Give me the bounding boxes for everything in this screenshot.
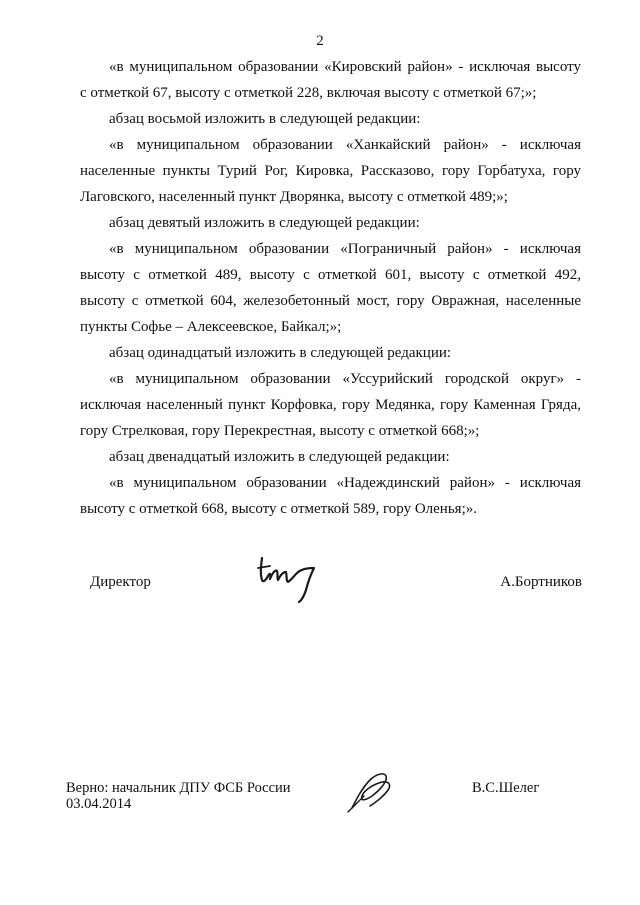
text-line: «в муниципальном образовании «Надеждинский район» - исключая [109,475,581,491]
paragraph [80,340,581,366]
paragraph [80,106,581,132]
signatory-name: А.Бортников [500,574,582,590]
verification-block [66,780,291,812]
text-line: абзац девятый изложить в следующей редакции: [109,215,420,231]
text-line: «в муниципальном образовании «Пограничный район» - исключая [109,241,581,257]
verification-date: 03.04.2014 [66,796,132,812]
verifier-name: В.С.Шелег [472,780,540,796]
text-line: с отметкой 67, высоту с отметкой 228, включая высоту с отметкой 67;»; [80,85,537,101]
text-line: гору Стрелковая, гору Перекрестная, высоту с отметкой 668;»; [80,423,480,439]
paragraph [80,54,581,106]
paragraph [80,366,581,444]
text-line: высоту с отметкой 668, высоту с отметкой 589, гору Оленья;». [80,501,477,517]
text-line: высоту с отметкой 489, высоту с отметкой 601, высоту с отметкой 492, [80,267,581,283]
text-line: абзац восьмой изложить в следующей редакции: [109,111,421,127]
text-line: «в муниципальном образовании «Ханкайский район» - исключая [109,137,581,153]
document-body [80,54,581,522]
paragraph [80,210,581,236]
text-line: Лаговского, населенный пункт Дворянка, высоту с отметкой 489;»; [80,189,508,205]
verifier-signature-icon [346,766,402,816]
page-number: 2 [316,33,324,49]
paragraph [80,132,581,210]
text-line: высоту с отметкой 604, железобетонный мост, гору Овражная, населенные [80,293,581,309]
signatory-title: Директор [90,574,151,590]
paragraph [80,444,581,470]
director-signature-icon [256,552,326,612]
text-line: «в муниципальном образовании «Кировский район» - исключая высоту [109,59,581,75]
text-line: абзац одинадцатый изложить в следующей редакции: [109,345,452,361]
paragraph [80,236,581,340]
paragraph [80,470,581,522]
text-line: «в муниципальном образовании «Уссурийский городской округ» - [109,371,581,387]
verification-line: Верно: начальник ДПУ ФСБ России [66,780,291,796]
text-line: исключая населенный пункт Корфовка, гору Медянка, гору Каменная Гряда, [80,397,581,413]
text-line: населенные пункты Турий Рог, Кировка, Рассказово, гору Горбатуха, гору [80,163,581,179]
text-line: абзац двенадцатый изложить в следующей редакции: [109,449,450,465]
text-line: пункты Софье – Алексеевское, Байкал;»; [80,319,342,335]
